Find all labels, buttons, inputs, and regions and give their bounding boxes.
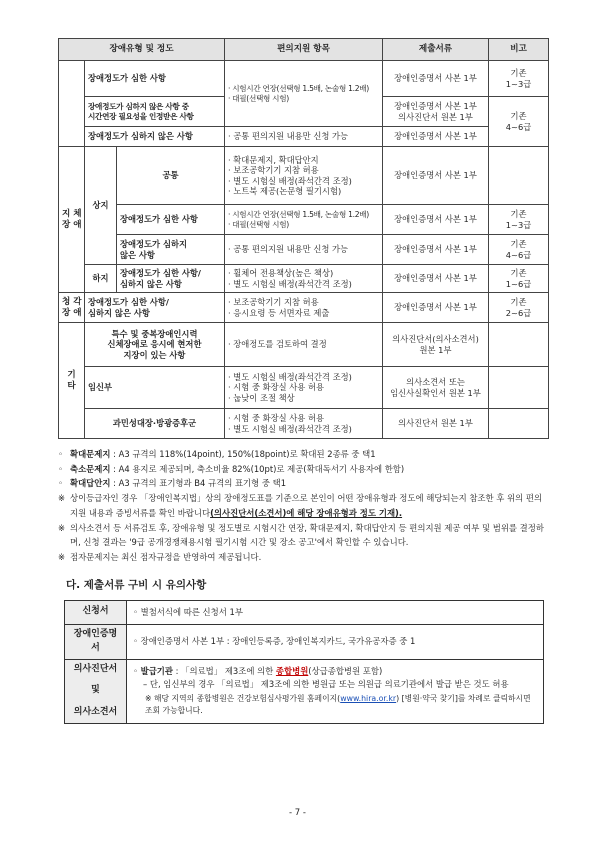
note-item: ◦ 축소문제지 : A4 용지로 제공되며, 축소비율 82%(10pt)로 제공(확대독서기 사용자에 한함)	[58, 463, 405, 474]
row-support: · 시험시간 연장(선택형 1.5배, 논술형 1.2배) · 대필(선택형 시험)	[225, 61, 383, 127]
table-row	[59, 409, 549, 439]
table-header-row	[59, 39, 549, 61]
row-document: 장애인증명서 사본 1부	[383, 293, 489, 323]
row-remark: 기존 1~3급	[489, 205, 549, 235]
row-support: · 장애정도를 검토하여 결정	[225, 323, 383, 367]
row-support: · 시험시간 연장(선택형 1.5배, 논술형 1.2배) · 대필(선택형 시험)	[225, 205, 383, 235]
row-remark	[489, 367, 549, 409]
req-label: 의사진단서 및 의사소견서	[65, 659, 127, 724]
subcategory-lower: 하지	[85, 265, 117, 293]
table-row	[59, 147, 549, 205]
row-remark	[489, 147, 549, 205]
row-type: 특수 및 중복장애인시력 신체장애로 응시에 현저한 지장이 있는 사항	[85, 323, 225, 367]
row-document: 장애인증명서 사본 1부	[383, 147, 489, 205]
row-type: 장애정도가 심하지 않은 사항	[85, 127, 225, 147]
table-row	[59, 293, 549, 323]
req-text: ◦ 장애인증명서 사본 1부 : 장애인등록증, 장애인복지카드, 국가유공자증 중 1	[127, 624, 544, 659]
row-type: 과민성대장·방광증후군	[85, 409, 225, 439]
row-type: 장애정도가 심하지 않은 사항 중 시간연장 필요성을 인정받은 사항	[85, 97, 225, 127]
accommodation-table	[58, 38, 549, 439]
row-remark: 기존 1~3급	[489, 61, 549, 97]
req-text: ◦ 별첨서식에 따른 신청서 1부	[127, 600, 544, 624]
table-row	[65, 624, 544, 659]
requirements-table	[64, 600, 544, 725]
req-label: 신청서	[65, 600, 127, 624]
group-cell-blank	[59, 61, 85, 147]
header-support-items: 편의지원 항목	[225, 39, 383, 61]
note-item: ※ 상이등급자인 경우 「장애인복지법」상의 장애정도표를 기준으로 본인이 어떤 장애유형과 정도에 해당되는지 참조한 후 위의 편의지원 내용과 증빙서류를 확인 바랍니다(의사진단서(소견서)에 해당 장애유형과 정도 기재).	[58, 493, 543, 518]
row-type: 장애정도가 심한 사항	[85, 61, 225, 97]
row-document: 장애인증명서 사본 1부	[383, 235, 489, 265]
table-row	[59, 323, 549, 367]
header-documents: 제출서류	[383, 39, 489, 61]
req-label: 장애인증명서	[65, 624, 127, 659]
row-type: 임신부	[85, 367, 225, 409]
note-item: ◦ 확대답안지 : A3 규격의 표기형과 B4 규격의 표기형 중 택1	[58, 478, 287, 489]
row-support: · 별도 시험실 배정(좌석간격 조정) · 시험 중 화장실 사용 허용 · 눕낮이 조절 책상	[225, 367, 383, 409]
note-item: ◦ 확대문제지 : A3 규격의 118%(14point), 150%(18point)로 확대된 2종류 중 택1	[58, 449, 376, 459]
row-type: 장애정도가 심한 사항	[117, 205, 225, 235]
subcategory-upper: 상지	[85, 147, 117, 265]
row-document: 의사소견서 또는 임신사실확인서 원본 1부	[383, 367, 489, 409]
hira-link[interactable]: www.hira.or.kr	[340, 694, 397, 704]
table-row	[59, 205, 549, 235]
row-support: · 보조공학기기 지참 허용 · 응시요령 등 서면자료 제출	[225, 293, 383, 323]
row-document: 장애인증명서 사본 1부	[383, 265, 489, 293]
req-text: ◦ 발급기관 : 「의료법」 제3조에 의한 종합병원(상급종합병원 포함) – 단, 임신부의 경우 「의료법」 제3조에 의한 병원급 또는 의원급 의료기관에서 발급 받은 것도 허용 ※ 해당 지역의 종합병원은 건강보험심사평가원 홈페이지(www.hira.or.kr) [병원·약국 찾기]를 차례로 클릭하시면 조회 가능합니다.	[127, 659, 544, 724]
row-document: 장애인증명서 사본 1부	[383, 127, 489, 147]
row-type: 장애정도가 심한 사항/ 심하지 않은 사항	[117, 265, 225, 293]
row-remark: 기존 4~6급	[489, 235, 549, 265]
header-remarks: 비고	[489, 39, 549, 61]
table-row	[59, 235, 549, 265]
row-support: · 공통 편의지원 내용만 신청 가능	[225, 127, 383, 147]
row-type: 장애정도가 심하지 않은 사항	[117, 235, 225, 265]
row-type: 장애정도가 심한 사항/ 심하지 않은 사항	[85, 293, 225, 323]
note-item: ※ 점자문제지는 최신 점자규정을 반영하여 제공됩니다.	[58, 551, 262, 562]
row-support: · 시험 중 화장실 사용 허용 · 별도 시험실 배정(좌석간격 조정)	[225, 409, 383, 439]
category-etc: 기 타	[59, 323, 85, 439]
document-page	[58, 38, 548, 724]
row-remark	[489, 409, 549, 439]
table-row	[59, 265, 549, 293]
table-row	[59, 61, 549, 97]
row-remark	[489, 323, 549, 367]
category-hearing: 청 각 장 애	[59, 293, 85, 323]
table-row	[65, 600, 544, 624]
row-support: · 휠체어 전용책상(높은 책상) · 별도 시험실 배정(좌석간격 조정)	[225, 265, 383, 293]
category-limb: 지 체 장 애	[59, 147, 85, 293]
row-document: 의사진단서(의사소견서) 원본 1부	[383, 323, 489, 367]
row-support: · 확대문제지, 확대답안지 · 보조공학기기 지참 허용 · 별도 시험실 배정(좌석간격 조정) · 노트북 제공(논문형 필기시험)	[225, 147, 383, 205]
row-remark: 기존 2~6급	[489, 293, 549, 323]
header-disability-type: 장애유형 및 정도	[59, 39, 225, 61]
section-title: 다. 제출서류 구비 시 유의사항	[66, 578, 207, 591]
row-type: 공통	[117, 147, 225, 205]
row-document: 의사진단서 원본 1부	[383, 409, 489, 439]
row-document: 장애인증명서 사본 1부	[383, 61, 489, 97]
note-item: ※ 의사소견서 등 서류검토 후, 장애유형 및 정도별로 시험시간 연장, 확대문제지, 확대답안지 등 편의지원 제공 여부 및 범위를 결정하며, 신청 결과는 '9급 공개경쟁채용시험 필기시험 시간 및 장소 공고'에서 확인할 수 있습니다.	[58, 522, 544, 548]
table-row	[65, 659, 544, 724]
row-document: 장애인증명서 사본 1부 의사진단서 원본 1부	[383, 97, 489, 127]
table-row	[59, 367, 549, 409]
notes-block	[58, 447, 548, 565]
row-remark: 기존 4~6급	[489, 97, 549, 147]
table-row	[59, 127, 549, 147]
row-remark: 기존 1~6급	[489, 265, 549, 293]
row-document: 장애인증명서 사본 1부	[383, 205, 489, 235]
row-support: · 공통 편의지원 내용만 신청 가능	[225, 235, 383, 265]
page-number: - 7 -	[289, 808, 306, 818]
